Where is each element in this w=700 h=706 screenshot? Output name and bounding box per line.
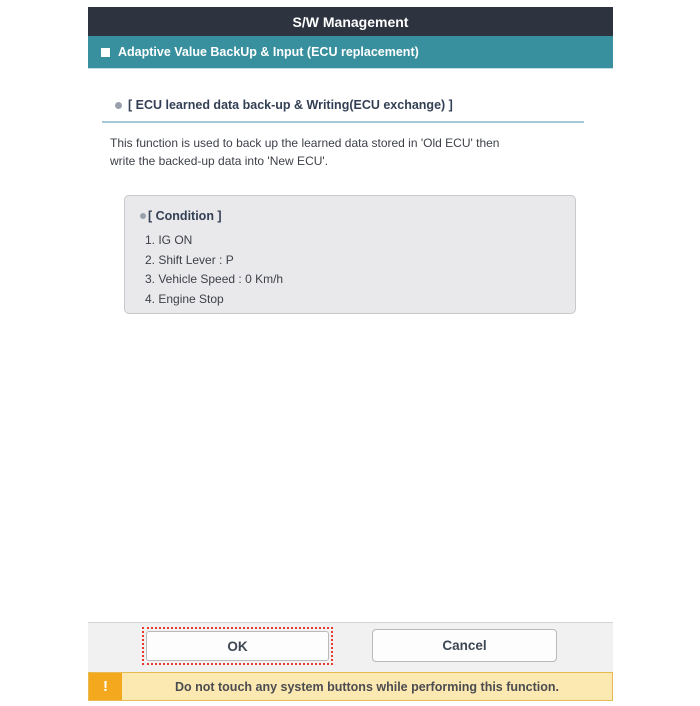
footer-button-bar xyxy=(88,622,613,672)
function-subheader xyxy=(88,36,613,68)
condition-title-label: [ Condition ] xyxy=(148,209,222,223)
section-heading xyxy=(102,98,584,123)
description-line-2: write the backed-up data into 'New ECU'. xyxy=(110,154,329,168)
condition-item-3: 3. Vehicle Speed : 0 Km/h xyxy=(145,272,284,286)
section-heading-label: [ ECU learned data back-up & Writing(ECU exchange) ] xyxy=(128,98,453,112)
condition-list xyxy=(145,231,575,309)
dot-bullet-icon xyxy=(140,213,146,219)
cancel-button[interactable]: Cancel xyxy=(372,629,557,662)
warning-message: Do not touch any system buttons while performing this function. xyxy=(174,679,560,694)
condition-box xyxy=(124,195,576,314)
condition-item-1: 1. IG ON xyxy=(145,233,193,247)
dot-bullet-icon xyxy=(115,102,122,109)
function-description xyxy=(110,134,600,170)
condition-item-2: 2. Shift Lever : P xyxy=(145,252,234,267)
title-bar xyxy=(88,7,613,36)
square-bullet-icon xyxy=(101,48,110,57)
ok-button-focus-outline xyxy=(142,627,333,665)
function-title: Adaptive Value BackUp & Input (ECU replacement) xyxy=(118,45,419,59)
condition-title xyxy=(140,209,575,223)
condition-item-4: 4. Engine Stop xyxy=(145,291,224,306)
warning-bar xyxy=(88,672,613,701)
page-title: S/W Management xyxy=(292,13,409,30)
exclamation-icon: ! xyxy=(89,673,122,700)
ok-button[interactable]: OK xyxy=(146,631,329,661)
description-line-1: This function is used to back up the learned data stored in 'Old ECU' then xyxy=(110,136,500,150)
